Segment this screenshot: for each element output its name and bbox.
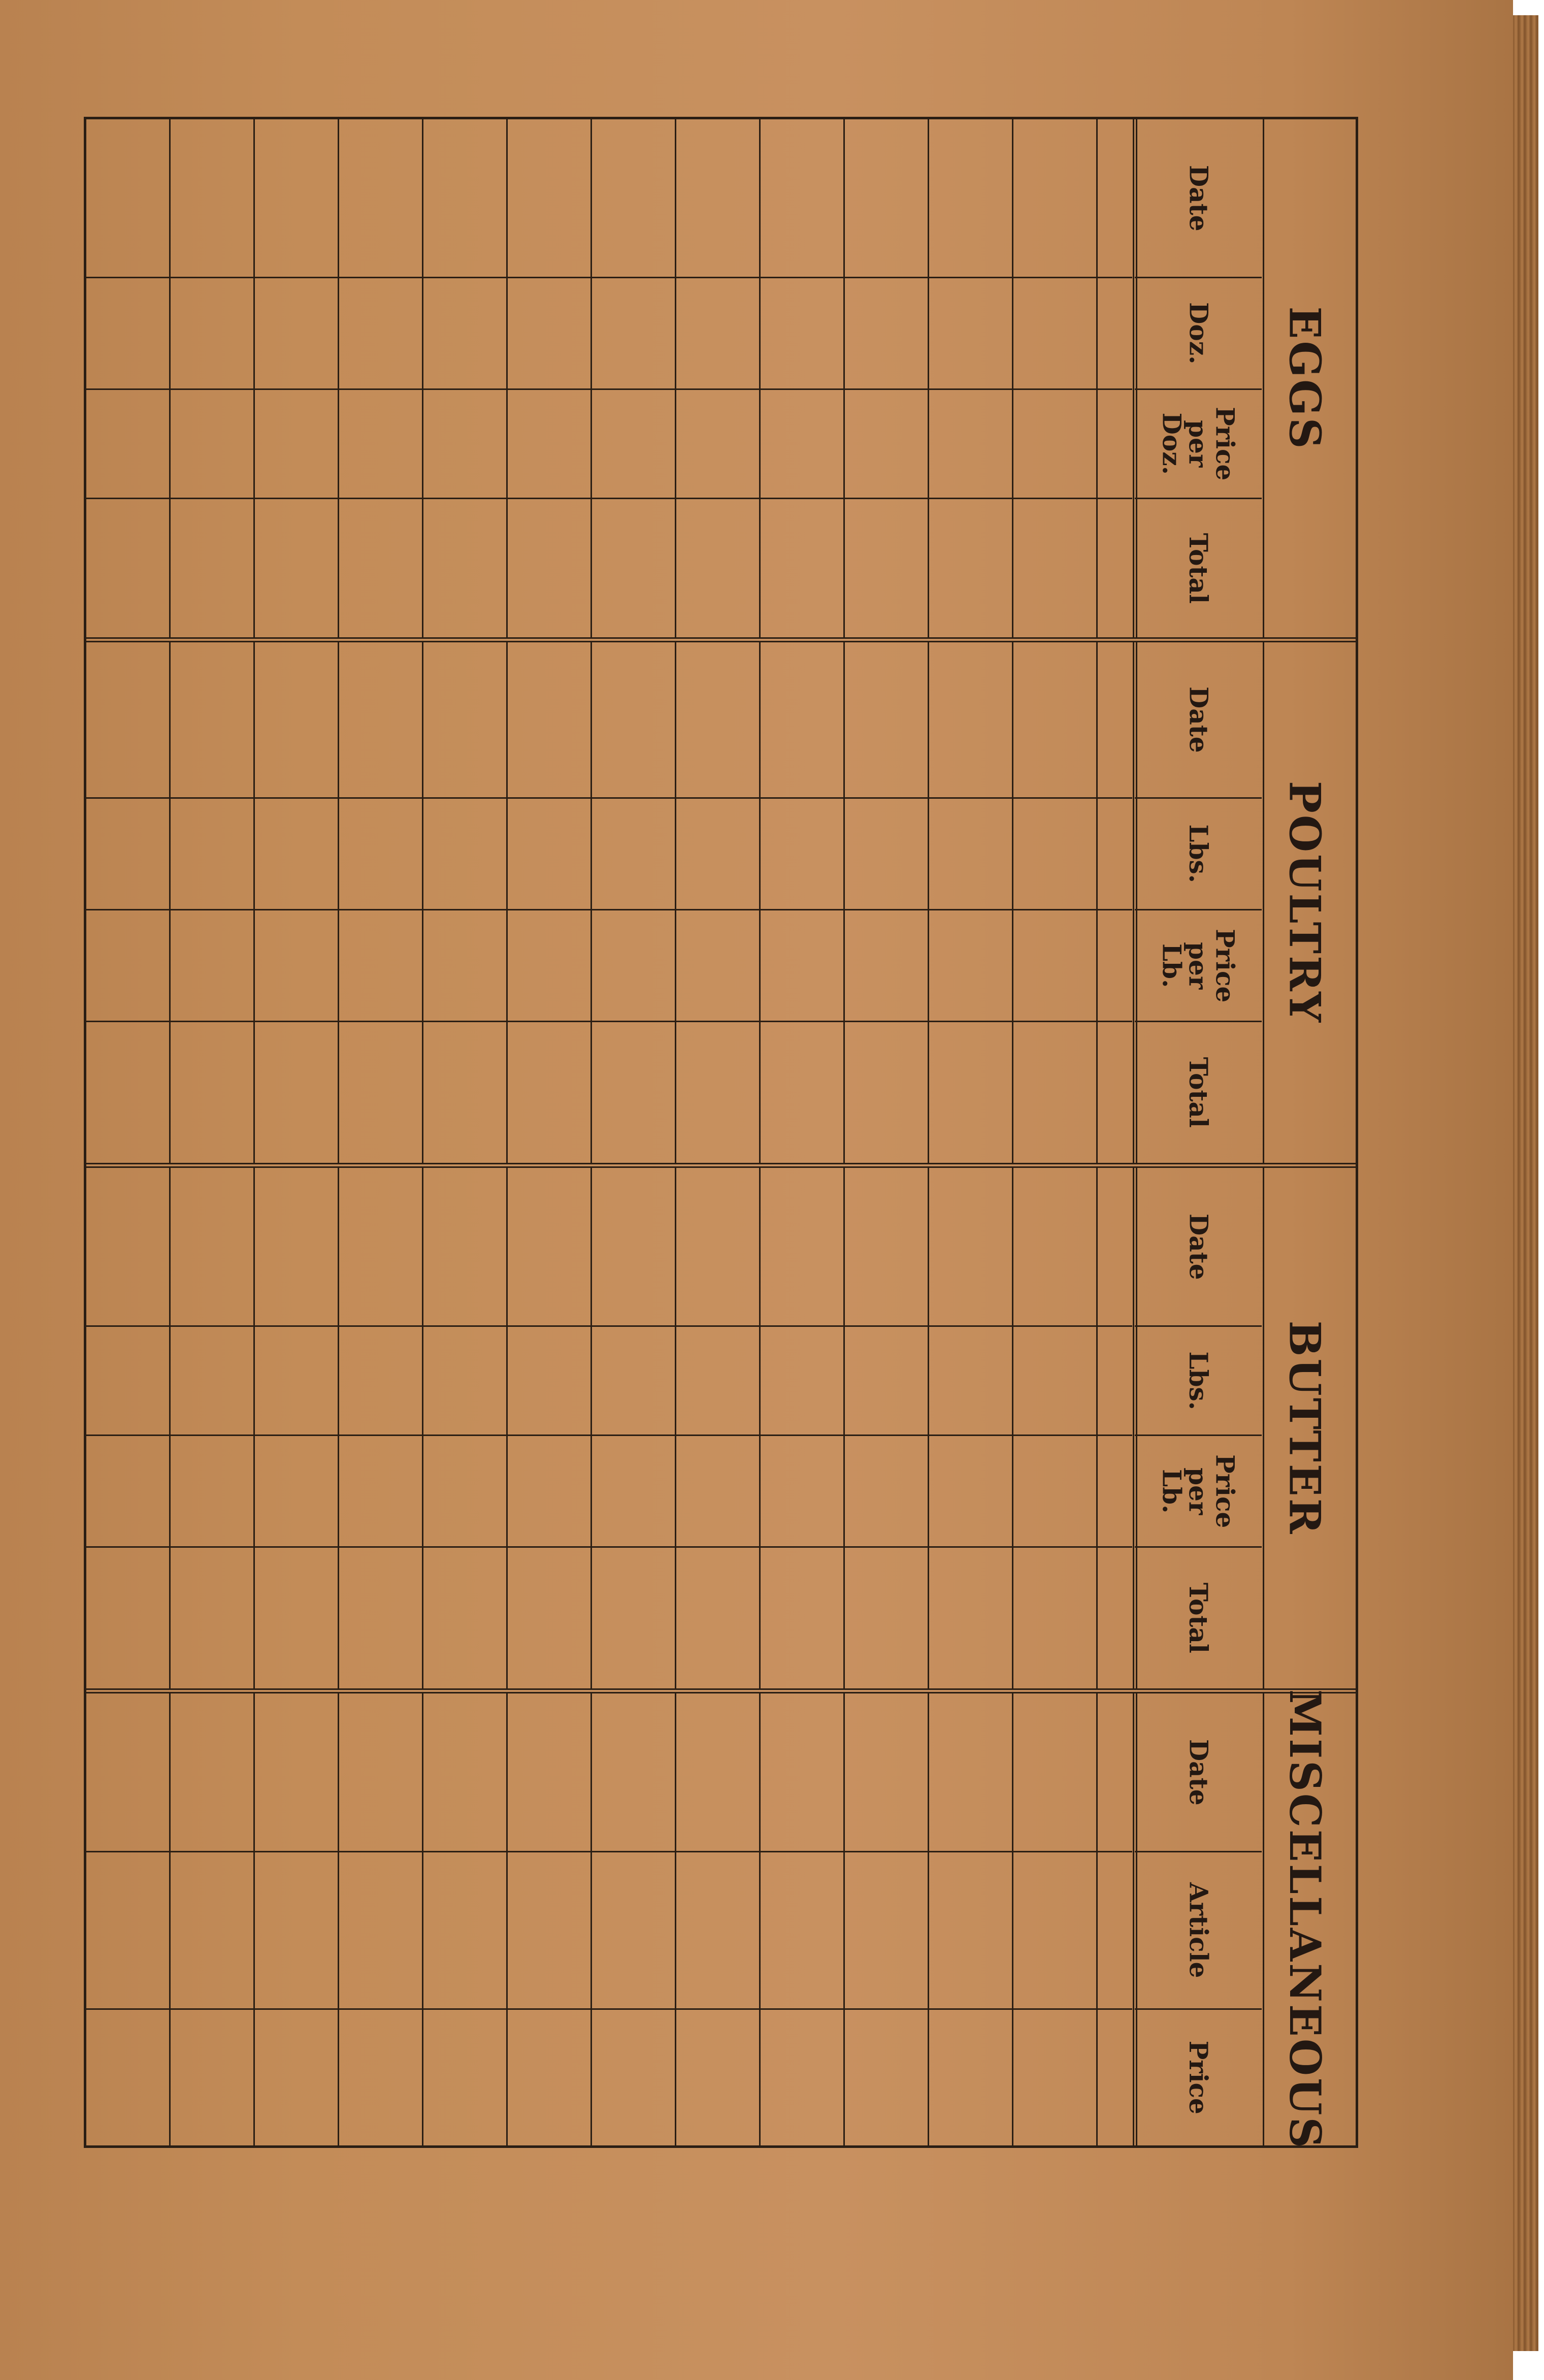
column-header-total: Total <box>1135 498 1262 637</box>
column-header-date: Date <box>1184 165 1214 232</box>
section-miscellaneous <box>86 1688 1356 2150</box>
column-header-quantity: Lbs. <box>1135 797 1262 909</box>
section-butter <box>86 1163 1356 1688</box>
section-title: POULTRY <box>1279 780 1330 1025</box>
column-header-total: Total <box>1135 1546 1262 1688</box>
column-header-date: Date <box>1184 687 1214 753</box>
section-eggs <box>86 119 1356 637</box>
ledger-table <box>84 117 1358 2148</box>
row-divider <box>86 498 1132 499</box>
column-header-date: Date <box>1184 1739 1214 1806</box>
column-header-quantity: Lbs. <box>1135 1325 1262 1434</box>
column-header-total: Total <box>1135 1021 1262 1163</box>
section-title: EGGS <box>1279 306 1330 451</box>
row-divider <box>86 1021 1132 1022</box>
column-headers <box>1135 1168 1262 1688</box>
section-title: BUTTER <box>1279 1320 1330 1536</box>
row-divider <box>86 797 1132 799</box>
column-header-price: Price <box>1135 2008 1262 2145</box>
row-divider <box>86 2008 1132 2010</box>
column-headers <box>1135 119 1262 637</box>
column-header-date: Date <box>1184 1213 1214 1280</box>
entry-grid <box>86 642 1132 1163</box>
column-header-quantity: Doz. <box>1135 277 1262 388</box>
row-divider <box>86 388 1132 390</box>
column-headers <box>1135 642 1262 1163</box>
row-divider <box>86 1434 1132 1436</box>
section-title: MISCELLANEOUS <box>1279 1689 1330 2150</box>
column-header-price: Price per Lb. <box>1135 909 1262 1021</box>
row-divider <box>86 1325 1132 1327</box>
column-header-article: Article <box>1135 1851 1262 2008</box>
entry-grid <box>86 119 1132 637</box>
row-divider <box>86 909 1132 910</box>
column-header-price: Price per Lb. <box>1135 1434 1262 1546</box>
row-divider <box>86 277 1132 278</box>
column-header-price: Price per Doz. <box>1135 388 1262 498</box>
section-poultry <box>86 637 1356 1163</box>
entry-grid <box>86 1693 1132 2145</box>
entry-grid <box>86 1168 1132 1688</box>
row-divider <box>86 1546 1132 1548</box>
row-divider <box>86 1851 1132 1852</box>
column-headers <box>1135 1693 1262 2145</box>
